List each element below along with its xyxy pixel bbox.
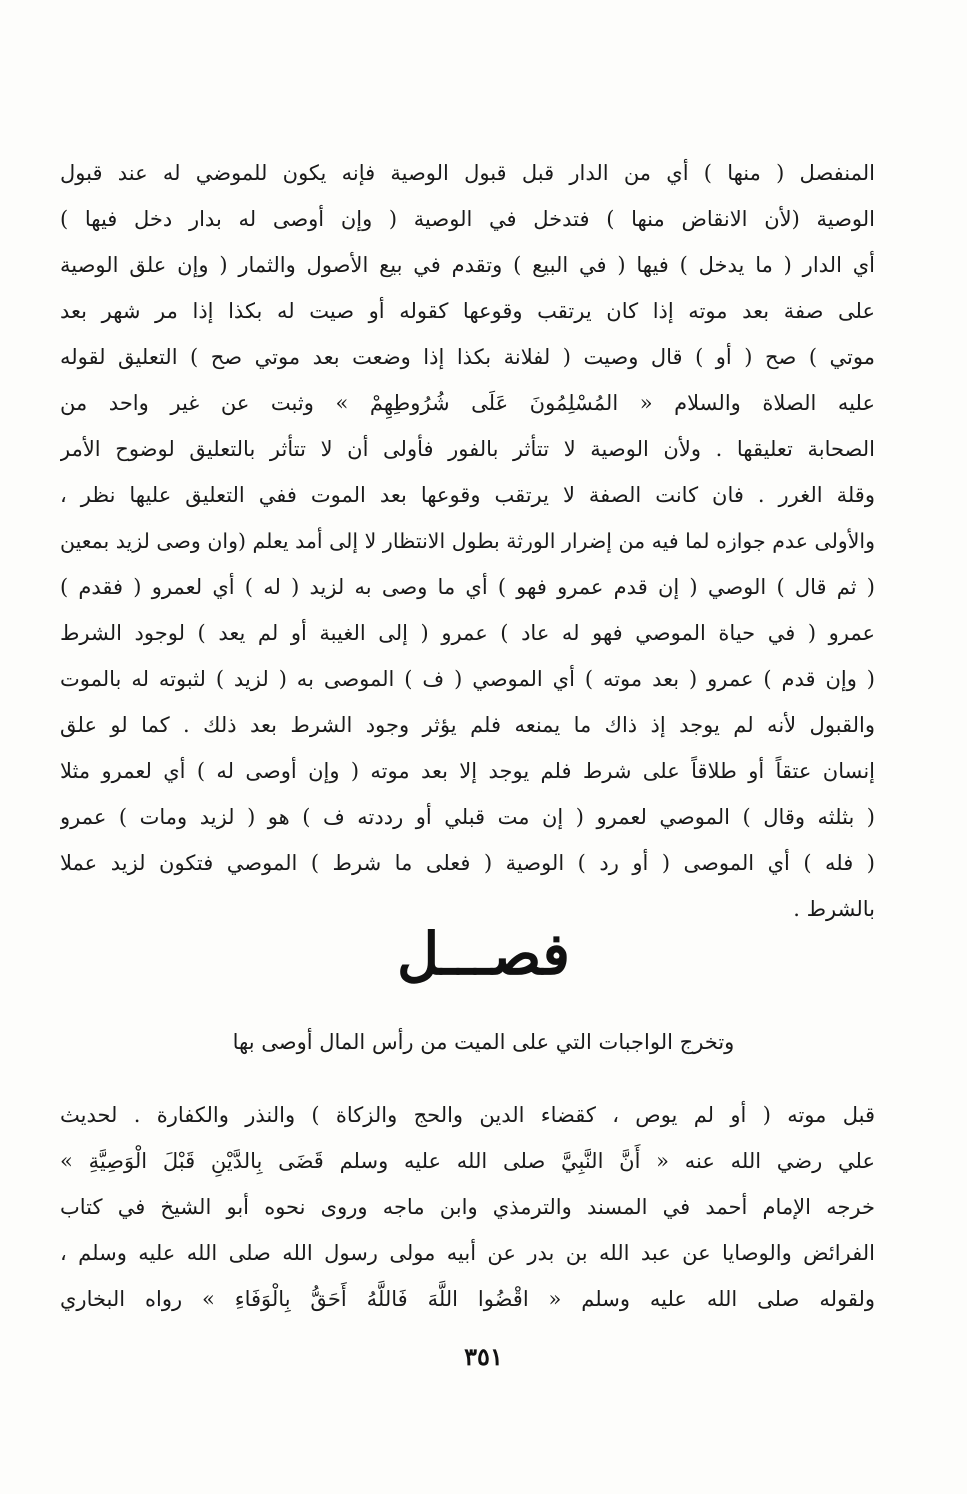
text-line: الصحابة تعليقها . ولأن الوصية لا تتأثر بالفور فأولى أن لا تتأثر بالتعليق لوضوح الأمر bbox=[60, 437, 875, 461]
text-line: على صفة بعد موته إذا كان يرتقب وقوعها كقوله أو صيت له بكذا إذا مر شهر بعد bbox=[60, 299, 875, 323]
text-line: والقبول لأنه لم يوجد إذ ذاك ما يمنعه فلم يؤثر وجود الشرط بعد ذلك . كما لو علق bbox=[60, 713, 875, 737]
page-number: ٣٥١ bbox=[464, 1342, 503, 1371]
text-line: عمرو ( في حياة الموصي فهو له عاد ) عمرو ( إلى الغيبة أو لم يعد ) لوجود الشرط bbox=[60, 621, 875, 645]
text-line: قبل موته ( أو لم يوص ، كقضاء الدين والحج والزكاة ) والنذر والكفارة . لحديث bbox=[60, 1103, 875, 1127]
text-line: أي الدار ( ما يدخل ) فيها ( في البيع ) وتقدم في بيع الأصول والثمار ( وإن علق الوصية bbox=[60, 253, 875, 277]
text-line: الفرائض والوصايا عن عبد الله بن بدر عن أبيه مولى رسول الله صلى الله عليه وسلم ، bbox=[60, 1241, 875, 1265]
text-line: ( فله ) أي الموصى ( أو رد ) الوصية ( فعلى ما شرط ) الموصي فتكون لزيد عملا bbox=[60, 851, 875, 875]
text-line: والأولى عدم جوازه لما فيه من إضرار الورثة بطول الانتظار لا إلى أمد يعلم (وان وصى لزيد بمعين bbox=[60, 529, 875, 553]
text-line: خرجه الإمام أحمد في المسند والترمذي وابن ماجه وروى نحوه أبو الشيخ في كتاب bbox=[60, 1195, 875, 1219]
text-line: الوصية (لأن الانقاض منها ) فتدخل في الوصية ( وإن أوصى له بدار دخل فيها ) bbox=[60, 207, 875, 231]
text-line: وقلة الغرر . فان كانت الصفة لا يرتقب وقوعها بعد الموت ففي التعليق عليها نظر ، bbox=[60, 483, 875, 507]
text-line: ( وإن قدم ) عمرو ( بعد موته ) أي الموصي ( ف ) الموصى به ( لزيد ) لثبوته له بالموت bbox=[60, 667, 875, 691]
text-line: ولقوله صلى الله عليه وسلم « اقْضُوا اللَّهَ فَاللَّهُ أَحَقُّ بِالْوَفَاءِ » رواه البخاري bbox=[60, 1287, 875, 1311]
section-subtitle: وتخرج الواجبات التي على الميت من رأس المال أوصى بها bbox=[232, 1030, 735, 1054]
text-line: علي رضي الله عنه « أَنَّ النَّبِيَّ صلى الله عليه وسلم قَضَى بِالدَّيْنِ قَبْلَ الْوَصِيَّةِ » bbox=[60, 1149, 875, 1173]
paragraph-bequest-conditions bbox=[60, 150, 875, 932]
text-line: المنفصل ( منها ) أي من الدار قبل قبول الوصية فإنه يكون للموضي له عند قبول bbox=[60, 161, 875, 185]
text-line: ( بثلثه وقال ) الموصي لعمرو ( إن مت قبلي أو رددته ف ) هو ( لزيد ومات ) عمرو bbox=[60, 805, 875, 829]
text-line: عليه الصلاة والسلام « المُسْلِمُونَ عَلَى شُرُوطِهِمْ » وثبت عن غير واحد من bbox=[60, 391, 875, 415]
paragraph-debts-before-will bbox=[60, 1092, 875, 1322]
text-line: بالشرط . bbox=[793, 897, 875, 921]
text-line: موتي ) صح ( أو ) قال وصيت ( لفلانة بكذا إذا وضعت بعد موتي صح ) التعليق لقوله bbox=[60, 345, 875, 369]
text-line: إنسان عتقاً أو طلاقاً على شرط فلم يوجد إلا بعد موته ( وإن أوصى له ) أي لعمرو مثلا bbox=[60, 759, 875, 783]
text-line: ( ثم قال ) الوصي ( إن قدم عمرو فهو ) أي ما وصى به لزيد ( له ) أي لعمرو ( فقدم ) bbox=[60, 575, 875, 599]
section-heading: فصـــل bbox=[397, 920, 570, 988]
